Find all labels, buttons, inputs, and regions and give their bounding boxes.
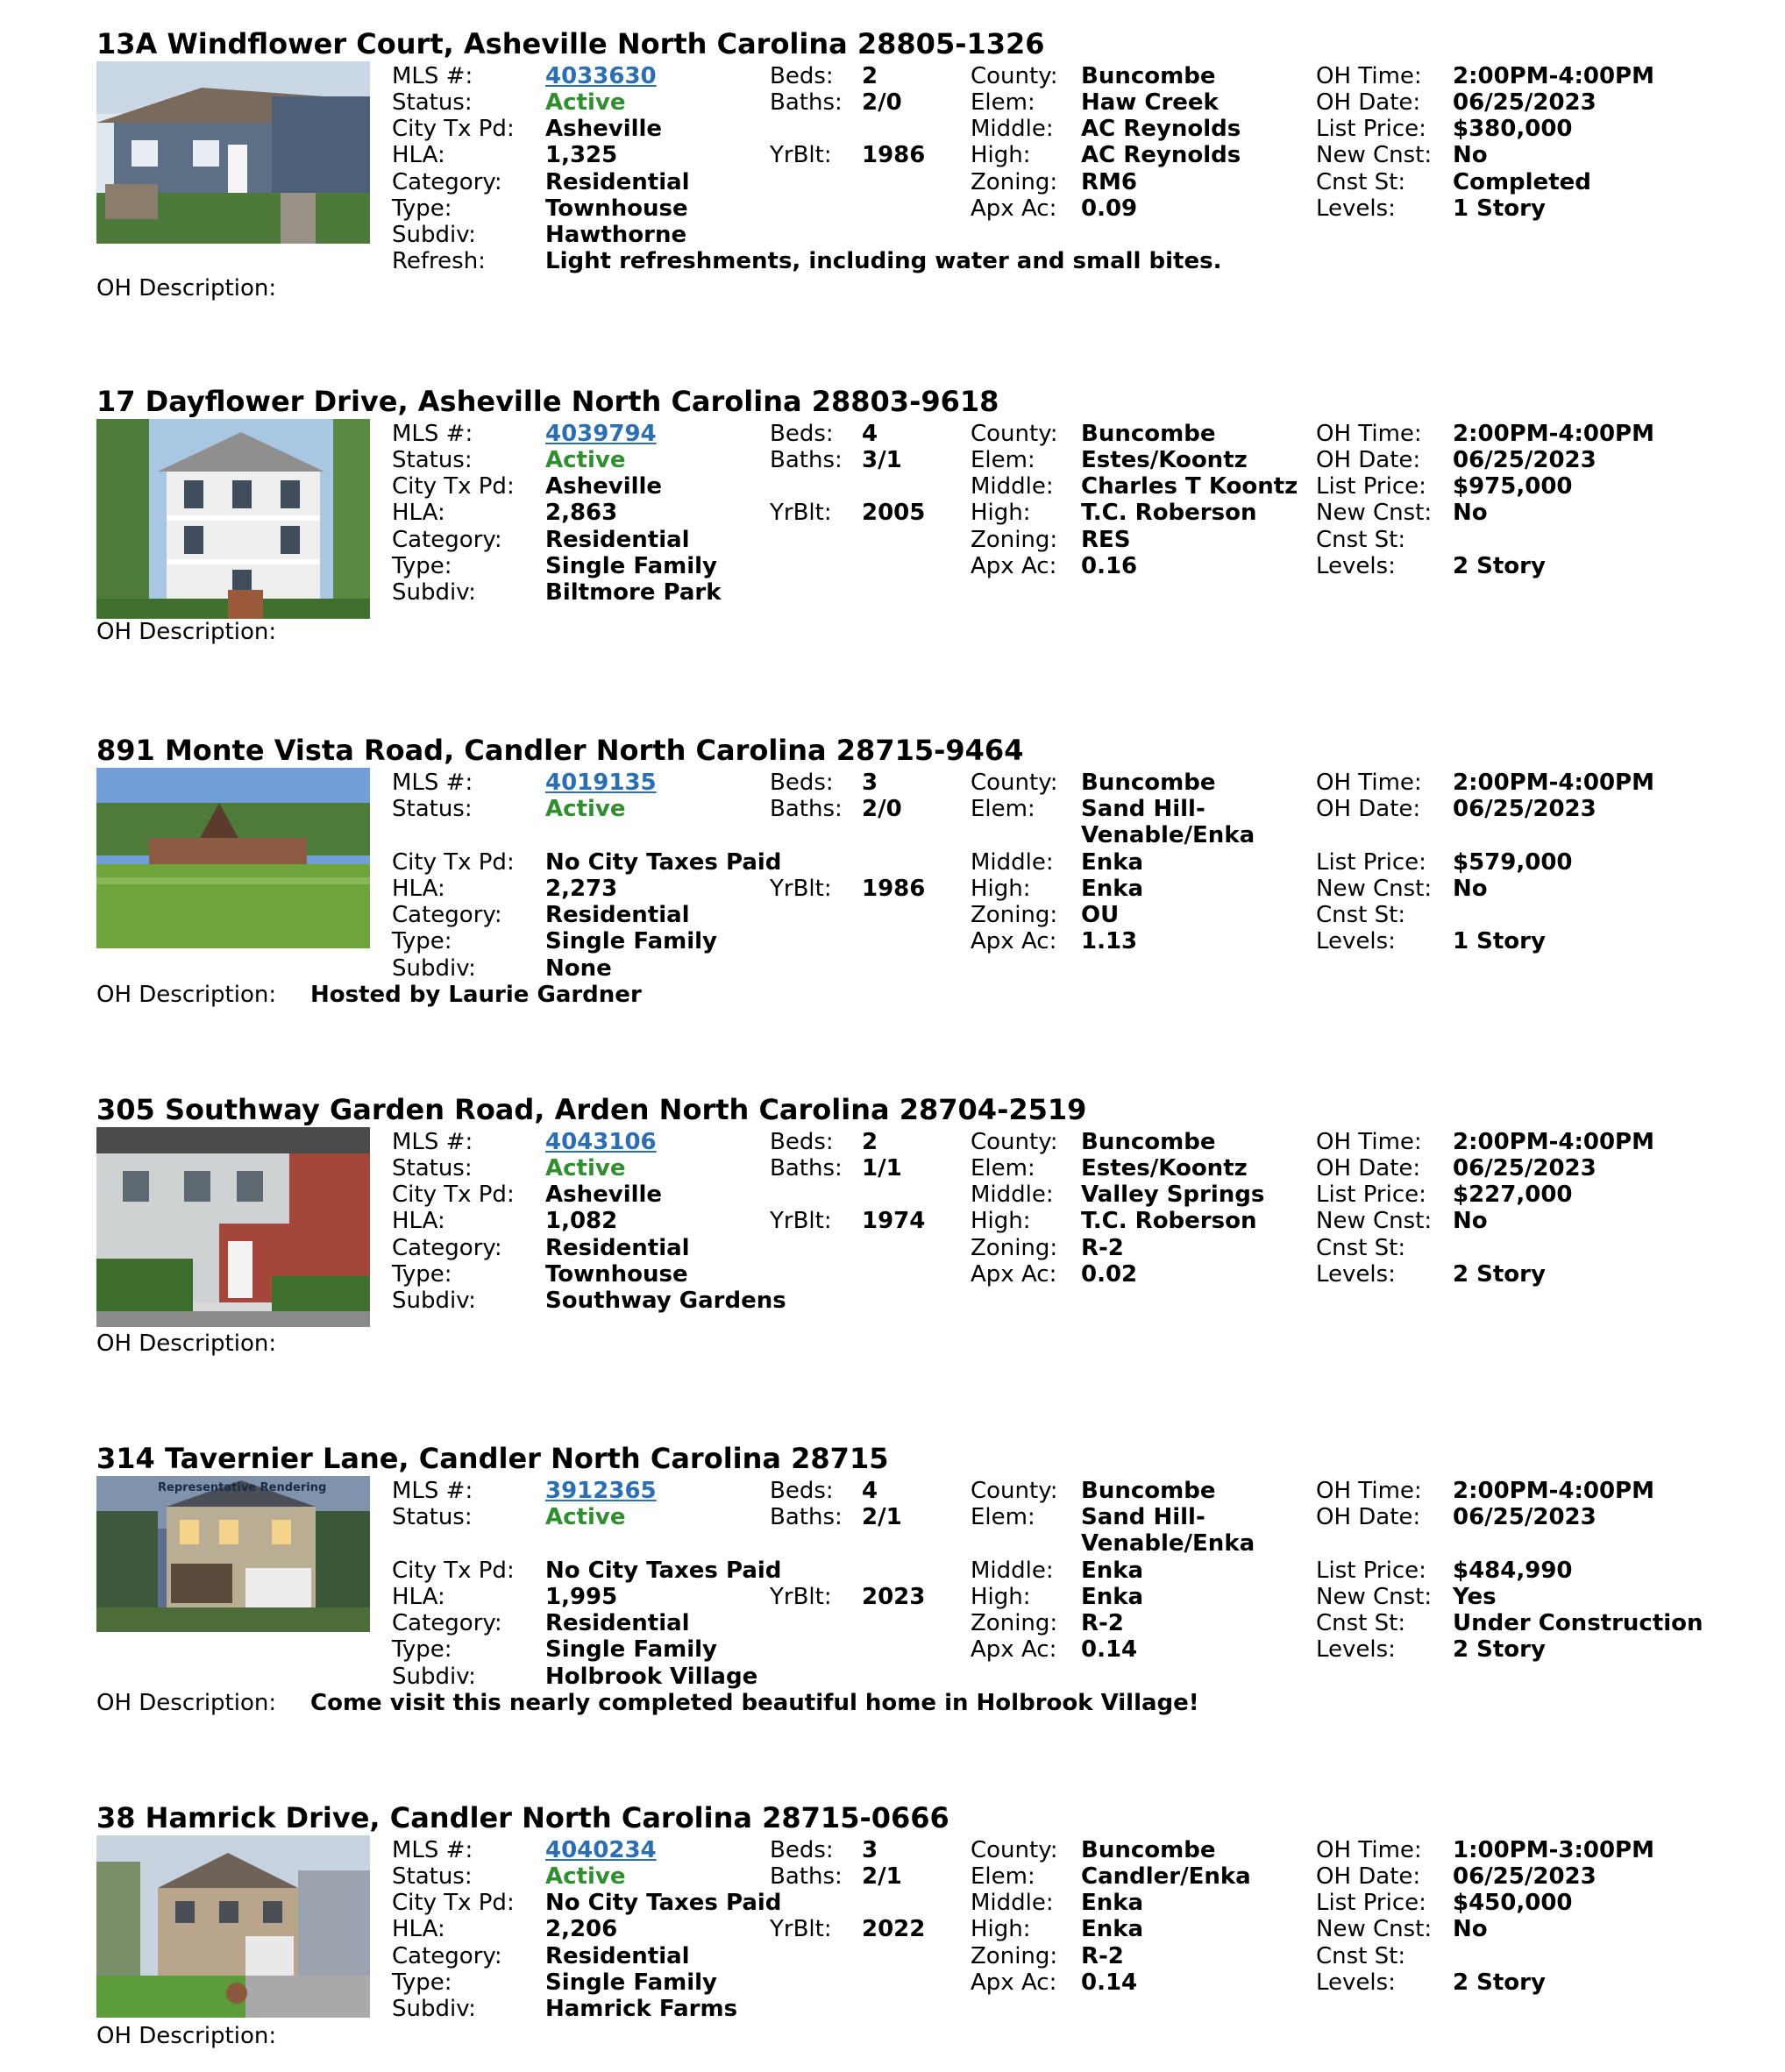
label-levels: Levels: bbox=[1316, 1636, 1396, 1663]
elem-value: Haw Creek bbox=[1081, 89, 1219, 116]
label-levels: Levels: bbox=[1316, 553, 1396, 579]
zoning-value: R-2 bbox=[1081, 1943, 1124, 1969]
new-cnst-value: No bbox=[1453, 876, 1488, 902]
category-value: Residential bbox=[545, 1943, 690, 1969]
hla-value: 1,325 bbox=[545, 142, 618, 168]
label-apx-ac: Apx Ac: bbox=[971, 553, 1057, 579]
label-oh-date: OH Date: bbox=[1316, 1504, 1421, 1530]
elem-value: Estes/Koontz bbox=[1081, 1155, 1248, 1181]
label-category: Category: bbox=[392, 1235, 502, 1261]
label-category: Category: bbox=[392, 527, 502, 553]
label-subdiv: Subdiv: bbox=[392, 1288, 476, 1314]
listing-photo bbox=[96, 1127, 370, 1327]
oh-time-value: 2:00PM-4:00PM bbox=[1453, 1129, 1654, 1155]
beds-value: 4 bbox=[862, 1478, 878, 1504]
elem-value: Candler/Enka bbox=[1081, 1863, 1251, 1890]
oh-date-value: 06/25/2023 bbox=[1453, 1155, 1597, 1181]
label-beds: Beds: bbox=[770, 1837, 834, 1863]
label-oh-date: OH Date: bbox=[1316, 89, 1421, 116]
cnst-st-value: Under Construction bbox=[1453, 1610, 1703, 1636]
oh-time-value: 2:00PM-4:00PM bbox=[1453, 421, 1654, 447]
label-list-price: List Price: bbox=[1316, 1890, 1426, 1916]
listing-address: 314 Tavernier Lane, Candler North Carolina 28715 bbox=[96, 1442, 889, 1475]
city-tx-value: No City Taxes Paid bbox=[545, 1890, 782, 1916]
label-oh-date: OH Date: bbox=[1316, 796, 1421, 822]
refresh-value: Light refreshments, including water and small bites. bbox=[545, 248, 1222, 274]
listing-photo bbox=[96, 419, 370, 619]
label-high: High: bbox=[971, 876, 1031, 902]
label-oh-time: OH Time: bbox=[1316, 1478, 1422, 1504]
label-subdiv: Subdiv: bbox=[392, 222, 476, 248]
oh-description-value: Come visit this nearly completed beautiful home in Holbrook Village! bbox=[310, 1690, 1199, 1716]
label-status: Status: bbox=[392, 447, 473, 473]
high-value: Enka bbox=[1081, 1584, 1144, 1610]
label-high: High: bbox=[971, 142, 1031, 168]
label-high: High: bbox=[971, 1584, 1031, 1610]
label-status: Status: bbox=[392, 796, 473, 822]
label-city-tx: City Tx Pd: bbox=[392, 1890, 515, 1916]
label-category: Category: bbox=[392, 902, 502, 928]
label-high: High: bbox=[971, 1208, 1031, 1234]
list-price-value: $975,000 bbox=[1453, 473, 1573, 500]
label-zoning: Zoning: bbox=[971, 1610, 1058, 1636]
label-new-cnst: New Cnst: bbox=[1316, 1584, 1433, 1610]
label-type: Type: bbox=[392, 195, 452, 222]
label-list-price: List Price: bbox=[1316, 1181, 1426, 1208]
label-county: County: bbox=[971, 1478, 1058, 1504]
listing-photo bbox=[96, 1835, 370, 2018]
baths-value: 2/1 bbox=[862, 1863, 902, 1890]
middle-value: Valley Springs bbox=[1081, 1181, 1265, 1208]
label-status: Status: bbox=[392, 1155, 473, 1181]
county-value: Buncombe bbox=[1081, 421, 1216, 447]
label-subdiv: Subdiv: bbox=[392, 1664, 476, 1690]
label-elem: Elem: bbox=[971, 796, 1035, 822]
label-middle: Middle: bbox=[971, 1181, 1054, 1208]
listing-photo bbox=[96, 768, 370, 948]
mls-link[interactable]: 4043106 bbox=[545, 1129, 657, 1155]
middle-value: Enka bbox=[1081, 849, 1144, 876]
label-new-cnst: New Cnst: bbox=[1316, 1916, 1433, 1942]
label-type: Type: bbox=[392, 1261, 452, 1288]
label-mls: MLS #: bbox=[392, 1478, 473, 1504]
baths-value: 2/0 bbox=[862, 89, 902, 116]
label-high: High: bbox=[971, 1916, 1031, 1942]
city-tx-value: No City Taxes Paid bbox=[545, 1558, 782, 1584]
label-list-price: List Price: bbox=[1316, 473, 1426, 500]
mls-link[interactable]: 4033630 bbox=[545, 63, 657, 89]
category-value: Residential bbox=[545, 527, 690, 553]
category-value: Residential bbox=[545, 1610, 690, 1636]
label-middle: Middle: bbox=[971, 1890, 1054, 1916]
cnst-st-value: Completed bbox=[1453, 169, 1591, 195]
elem-value: Estes/Koontz bbox=[1081, 447, 1248, 473]
label-yrblt: YrBlt: bbox=[770, 1208, 832, 1234]
label-zoning: Zoning: bbox=[971, 527, 1058, 553]
apx-ac-value: 0.16 bbox=[1081, 553, 1138, 579]
city-tx-value: Asheville bbox=[545, 473, 663, 500]
oh-date-value: 06/25/2023 bbox=[1453, 796, 1597, 822]
category-value: Residential bbox=[545, 902, 690, 928]
beds-value: 2 bbox=[862, 63, 878, 89]
levels-value: 1 Story bbox=[1453, 195, 1546, 222]
subdiv-value: None bbox=[545, 955, 612, 982]
baths-value: 1/1 bbox=[862, 1155, 902, 1181]
label-status: Status: bbox=[392, 1504, 473, 1530]
listing-address: 13A Windflower Court, Asheville North Carolina 28805-1326 bbox=[96, 27, 1045, 60]
label-elem: Elem: bbox=[971, 1863, 1035, 1890]
list-price-value: $450,000 bbox=[1453, 1890, 1573, 1916]
status-value: Active bbox=[545, 447, 626, 473]
label-county: County: bbox=[971, 1837, 1058, 1863]
county-value: Buncombe bbox=[1081, 63, 1216, 89]
label-oh-description: OH Description: bbox=[96, 619, 277, 645]
subdiv-value: Hamrick Farms bbox=[545, 1996, 738, 2022]
label-oh-description: OH Description: bbox=[96, 1690, 277, 1716]
yrblt-value: 1986 bbox=[862, 142, 926, 168]
label-new-cnst: New Cnst: bbox=[1316, 876, 1433, 902]
label-new-cnst: New Cnst: bbox=[1316, 1208, 1433, 1234]
label-levels: Levels: bbox=[1316, 1261, 1396, 1288]
label-zoning: Zoning: bbox=[971, 1943, 1058, 1969]
label-category: Category: bbox=[392, 169, 502, 195]
label-subdiv: Subdiv: bbox=[392, 955, 476, 982]
type-value: Single Family bbox=[545, 553, 718, 579]
label-apx-ac: Apx Ac: bbox=[971, 1261, 1057, 1288]
label-oh-description: OH Description: bbox=[96, 275, 277, 302]
label-oh-time: OH Time: bbox=[1316, 421, 1422, 447]
label-cnst-st: Cnst St: bbox=[1316, 169, 1406, 195]
label-refresh: Refresh: bbox=[392, 248, 486, 274]
zoning-value: R-2 bbox=[1081, 1235, 1124, 1261]
apx-ac-value: 0.09 bbox=[1081, 195, 1138, 222]
oh-date-value: 06/25/2023 bbox=[1453, 1863, 1597, 1890]
label-yrblt: YrBlt: bbox=[770, 1584, 832, 1610]
label-levels: Levels: bbox=[1316, 195, 1396, 222]
label-oh-description: OH Description: bbox=[96, 2023, 277, 2049]
label-baths: Baths: bbox=[770, 1504, 843, 1530]
middle-value: AC Reynolds bbox=[1081, 116, 1241, 142]
label-elem: Elem: bbox=[971, 89, 1035, 116]
levels-value: 1 Story bbox=[1453, 928, 1546, 954]
label-oh-description: OH Description: bbox=[96, 1330, 277, 1357]
label-zoning: Zoning: bbox=[971, 1235, 1058, 1261]
label-mls: MLS #: bbox=[392, 63, 473, 89]
label-yrblt: YrBlt: bbox=[770, 1916, 832, 1942]
listing-photo bbox=[96, 1476, 370, 1632]
label-subdiv: Subdiv: bbox=[392, 1996, 476, 2022]
label-oh-time: OH Time: bbox=[1316, 1837, 1422, 1863]
label-beds: Beds: bbox=[770, 421, 834, 447]
label-zoning: Zoning: bbox=[971, 169, 1058, 195]
label-oh-time: OH Time: bbox=[1316, 770, 1422, 796]
new-cnst-value: No bbox=[1453, 1916, 1488, 1942]
type-value: Single Family bbox=[545, 1636, 718, 1663]
baths-value: 2/0 bbox=[862, 796, 902, 822]
label-zoning: Zoning: bbox=[971, 902, 1058, 928]
county-value: Buncombe bbox=[1081, 770, 1216, 796]
yrblt-value: 2022 bbox=[862, 1916, 926, 1942]
label-county: County: bbox=[971, 1129, 1058, 1155]
category-value: Residential bbox=[545, 169, 690, 195]
subdiv-value: Holbrook Village bbox=[545, 1664, 758, 1690]
oh-time-value: 2:00PM-4:00PM bbox=[1453, 1478, 1654, 1504]
elem-value: Sand Hill-Venable/Enka bbox=[1081, 1504, 1255, 1557]
label-county: County: bbox=[971, 421, 1058, 447]
hla-value: 1,082 bbox=[545, 1208, 618, 1234]
label-cnst-st: Cnst St: bbox=[1316, 1235, 1406, 1261]
label-county: County: bbox=[971, 63, 1058, 89]
label-new-cnst: New Cnst: bbox=[1316, 500, 1433, 526]
yrblt-value: 2005 bbox=[862, 500, 926, 526]
label-beds: Beds: bbox=[770, 63, 834, 89]
label-mls: MLS #: bbox=[392, 1129, 473, 1155]
new-cnst-value: No bbox=[1453, 1208, 1488, 1234]
label-oh-date: OH Date: bbox=[1316, 1155, 1421, 1181]
mls-link[interactable]: 3912365 bbox=[545, 1478, 657, 1504]
beds-value: 3 bbox=[862, 770, 878, 796]
label-elem: Elem: bbox=[971, 1155, 1035, 1181]
levels-value: 2 Story bbox=[1453, 553, 1546, 579]
listing-photo bbox=[96, 61, 370, 244]
label-yrblt: YrBlt: bbox=[770, 500, 832, 526]
label-city-tx: City Tx Pd: bbox=[392, 849, 515, 876]
label-city-tx: City Tx Pd: bbox=[392, 1558, 515, 1584]
label-list-price: List Price: bbox=[1316, 116, 1426, 142]
category-value: Residential bbox=[545, 1235, 690, 1261]
label-middle: Middle: bbox=[971, 849, 1054, 876]
label-beds: Beds: bbox=[770, 1478, 834, 1504]
label-apx-ac: Apx Ac: bbox=[971, 195, 1057, 222]
type-value: Single Family bbox=[545, 1969, 718, 1996]
apx-ac-value: 1.13 bbox=[1081, 928, 1138, 954]
label-oh-date: OH Date: bbox=[1316, 447, 1421, 473]
status-value: Active bbox=[545, 89, 626, 116]
oh-time-value: 1:00PM-3:00PM bbox=[1453, 1837, 1654, 1863]
beds-value: 3 bbox=[862, 1837, 878, 1863]
label-baths: Baths: bbox=[770, 1155, 843, 1181]
levels-value: 2 Story bbox=[1453, 1636, 1546, 1663]
status-value: Active bbox=[545, 1504, 626, 1530]
label-high: High: bbox=[971, 500, 1031, 526]
oh-date-value: 06/25/2023 bbox=[1453, 89, 1597, 116]
label-type: Type: bbox=[392, 1636, 452, 1663]
label-type: Type: bbox=[392, 928, 452, 954]
hla-value: 2,863 bbox=[545, 500, 618, 526]
city-tx-value: Asheville bbox=[545, 116, 663, 142]
mls-link[interactable]: 4040234 bbox=[545, 1837, 657, 1863]
yrblt-value: 2023 bbox=[862, 1584, 926, 1610]
label-baths: Baths: bbox=[770, 447, 843, 473]
high-value: T.C. Roberson bbox=[1081, 500, 1257, 526]
oh-description-value: Hosted by Laurie Gardner bbox=[310, 982, 642, 1008]
label-beds: Beds: bbox=[770, 1129, 834, 1155]
high-value: AC Reynolds bbox=[1081, 142, 1241, 168]
hla-value: 2,206 bbox=[545, 1916, 618, 1942]
apx-ac-value: 0.14 bbox=[1081, 1636, 1138, 1663]
city-tx-value: Asheville bbox=[545, 1181, 663, 1208]
label-cnst-st: Cnst St: bbox=[1316, 1610, 1406, 1636]
oh-date-value: 06/25/2023 bbox=[1453, 1504, 1597, 1530]
listing-address: 891 Monte Vista Road, Candler North Carolina 28715-9464 bbox=[96, 734, 1024, 767]
middle-value: Charles T Koontz bbox=[1081, 473, 1298, 500]
listing-address: 305 Southway Garden Road, Arden North Carolina 28704-2519 bbox=[96, 1093, 1087, 1126]
county-value: Buncombe bbox=[1081, 1837, 1216, 1863]
mls-link[interactable]: 4039794 bbox=[545, 421, 657, 447]
label-status: Status: bbox=[392, 89, 473, 116]
status-value: Active bbox=[545, 1863, 626, 1890]
county-value: Buncombe bbox=[1081, 1478, 1216, 1504]
subdiv-value: Biltmore Park bbox=[545, 579, 722, 606]
subdiv-value: Southway Gardens bbox=[545, 1288, 786, 1314]
apx-ac-value: 0.02 bbox=[1081, 1261, 1138, 1288]
yrblt-value: 1986 bbox=[862, 876, 926, 902]
label-beds: Beds: bbox=[770, 770, 834, 796]
beds-value: 4 bbox=[862, 421, 878, 447]
oh-time-value: 2:00PM-4:00PM bbox=[1453, 770, 1654, 796]
label-oh-description: OH Description: bbox=[96, 982, 277, 1008]
label-subdiv: Subdiv: bbox=[392, 579, 476, 606]
zoning-value: RES bbox=[1081, 527, 1131, 553]
list-price-value: $227,000 bbox=[1453, 1181, 1573, 1208]
list-price-value: $579,000 bbox=[1453, 849, 1573, 876]
label-apx-ac: Apx Ac: bbox=[971, 928, 1057, 954]
label-hla: HLA: bbox=[392, 1584, 445, 1610]
label-mls: MLS #: bbox=[392, 770, 473, 796]
label-county: County: bbox=[971, 770, 1058, 796]
photo-caption: Representative Rendering bbox=[158, 1481, 327, 1494]
levels-value: 2 Story bbox=[1453, 1261, 1546, 1288]
baths-value: 2/1 bbox=[862, 1504, 902, 1530]
label-list-price: List Price: bbox=[1316, 849, 1426, 876]
listing-address: 17 Dayflower Drive, Asheville North Carolina 28803-9618 bbox=[96, 385, 999, 418]
subdiv-value: Hawthorne bbox=[545, 222, 687, 248]
label-middle: Middle: bbox=[971, 473, 1054, 500]
listing-address: 38 Hamrick Drive, Candler North Carolina 28715-0666 bbox=[96, 1801, 949, 1834]
label-middle: Middle: bbox=[971, 116, 1054, 142]
beds-value: 2 bbox=[862, 1129, 878, 1155]
label-status: Status: bbox=[392, 1863, 473, 1890]
high-value: T.C. Roberson bbox=[1081, 1208, 1257, 1234]
label-elem: Elem: bbox=[971, 447, 1035, 473]
oh-time-value: 2:00PM-4:00PM bbox=[1453, 63, 1654, 89]
list-price-value: $380,000 bbox=[1453, 116, 1573, 142]
label-oh-date: OH Date: bbox=[1316, 1863, 1421, 1890]
label-hla: HLA: bbox=[392, 1916, 445, 1942]
city-tx-value: No City Taxes Paid bbox=[545, 849, 782, 876]
label-baths: Baths: bbox=[770, 89, 843, 116]
zoning-value: R-2 bbox=[1081, 1610, 1124, 1636]
label-hla: HLA: bbox=[392, 876, 445, 902]
oh-date-value: 06/25/2023 bbox=[1453, 447, 1597, 473]
label-cnst-st: Cnst St: bbox=[1316, 527, 1406, 553]
label-oh-time: OH Time: bbox=[1316, 63, 1422, 89]
label-type: Type: bbox=[392, 553, 452, 579]
mls-link[interactable]: 4019135 bbox=[545, 770, 657, 796]
label-oh-time: OH Time: bbox=[1316, 1129, 1422, 1155]
label-cnst-st: Cnst St: bbox=[1316, 1943, 1406, 1969]
county-value: Buncombe bbox=[1081, 1129, 1216, 1155]
new-cnst-value: No bbox=[1453, 142, 1488, 168]
type-value: Townhouse bbox=[545, 195, 688, 222]
label-city-tx: City Tx Pd: bbox=[392, 1181, 515, 1208]
label-new-cnst: New Cnst: bbox=[1316, 142, 1433, 168]
list-price-value: $484,990 bbox=[1453, 1558, 1573, 1584]
label-cnst-st: Cnst St: bbox=[1316, 902, 1406, 928]
label-levels: Levels: bbox=[1316, 1969, 1396, 1996]
hla-value: 2,273 bbox=[545, 876, 618, 902]
status-value: Active bbox=[545, 1155, 626, 1181]
middle-value: Enka bbox=[1081, 1558, 1144, 1584]
label-elem: Elem: bbox=[971, 1504, 1035, 1530]
label-levels: Levels: bbox=[1316, 928, 1396, 954]
status-value: Active bbox=[545, 796, 626, 822]
apx-ac-value: 0.14 bbox=[1081, 1969, 1138, 1996]
label-hla: HLA: bbox=[392, 1208, 445, 1234]
label-hla: HLA: bbox=[392, 500, 445, 526]
high-value: Enka bbox=[1081, 876, 1144, 902]
label-category: Category: bbox=[392, 1943, 502, 1969]
new-cnst-value: No bbox=[1453, 500, 1488, 526]
middle-value: Enka bbox=[1081, 1890, 1144, 1916]
label-baths: Baths: bbox=[770, 1863, 843, 1890]
new-cnst-value: Yes bbox=[1453, 1584, 1497, 1610]
label-apx-ac: Apx Ac: bbox=[971, 1636, 1057, 1663]
label-type: Type: bbox=[392, 1969, 452, 1996]
type-value: Townhouse bbox=[545, 1261, 688, 1288]
high-value: Enka bbox=[1081, 1916, 1144, 1942]
elem-value: Sand Hill-Venable/Enka bbox=[1081, 796, 1255, 848]
label-apx-ac: Apx Ac: bbox=[971, 1969, 1057, 1996]
label-mls: MLS #: bbox=[392, 1837, 473, 1863]
hla-value: 1,995 bbox=[545, 1584, 618, 1610]
levels-value: 2 Story bbox=[1453, 1969, 1546, 1996]
label-city-tx: City Tx Pd: bbox=[392, 473, 515, 500]
label-yrblt: YrBlt: bbox=[770, 876, 832, 902]
type-value: Single Family bbox=[545, 928, 718, 954]
yrblt-value: 1974 bbox=[862, 1208, 926, 1234]
label-city-tx: City Tx Pd: bbox=[392, 116, 515, 142]
baths-value: 3/1 bbox=[862, 447, 902, 473]
zoning-value: RM6 bbox=[1081, 169, 1137, 195]
label-yrblt: YrBlt: bbox=[770, 142, 832, 168]
label-list-price: List Price: bbox=[1316, 1558, 1426, 1584]
label-category: Category: bbox=[392, 1610, 502, 1636]
label-mls: MLS #: bbox=[392, 421, 473, 447]
label-hla: HLA: bbox=[392, 142, 445, 168]
label-middle: Middle: bbox=[971, 1558, 1054, 1584]
label-baths: Baths: bbox=[770, 796, 843, 822]
zoning-value: OU bbox=[1081, 902, 1120, 928]
